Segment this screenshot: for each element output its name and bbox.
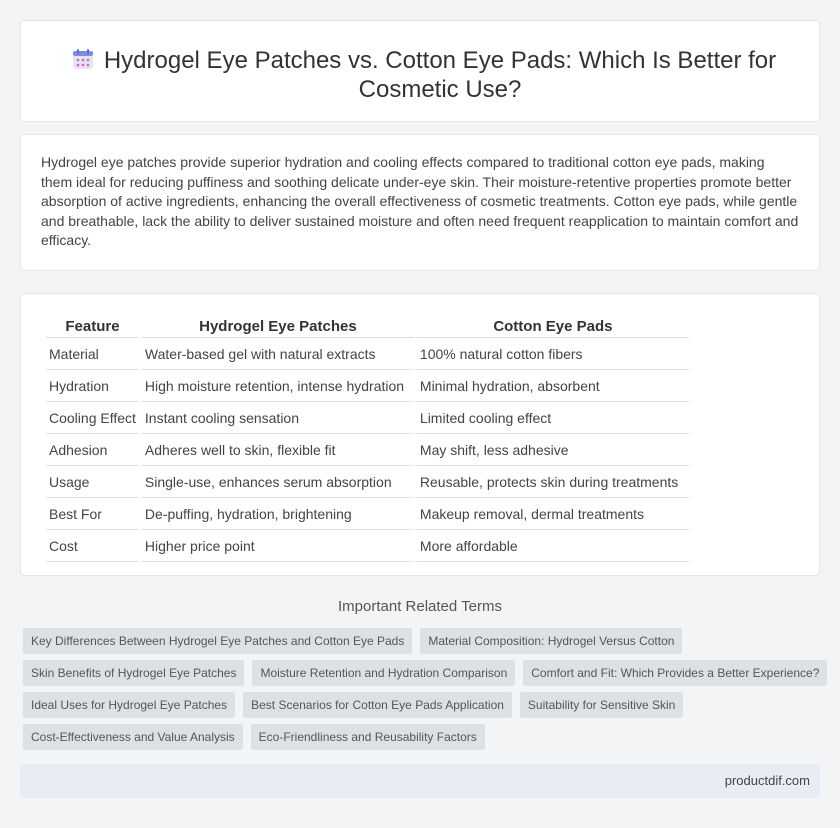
term-tag[interactable]: Material Composition: Hydrogel Versus Cotton (420, 628, 682, 654)
term-tag[interactable]: Key Differences Between Hydrogel Eye Patches and Cotton Eye Pads (23, 628, 412, 654)
table-header-row (46, 315, 689, 338)
feature-cell: Cost (46, 532, 139, 562)
page-title: Hydrogel Eye Patches vs. Cotton Eye Pads: Which Is Better for Cosmetic Use? (103, 47, 777, 103)
hydrogel-cell: Single-use, enhances serum absorption (142, 468, 414, 498)
feature-cell: Best For (46, 500, 139, 530)
intro-card (20, 134, 820, 271)
feature-cell: Material (46, 340, 139, 370)
table-row (46, 532, 689, 562)
related-terms-heading: Important Related Terms (338, 598, 502, 615)
cotton-cell: May shift, less adhesive (417, 436, 689, 466)
header-hydrogel: Hydrogel Eye Patches (142, 315, 414, 338)
term-tag[interactable]: Suitability for Sensitive Skin (520, 692, 683, 718)
related-terms-list (23, 628, 823, 756)
cotton-cell: 100% natural cotton fibers (417, 340, 689, 370)
term-tag[interactable]: Cost-Effectiveness and Value Analysis (23, 724, 243, 750)
table-row (46, 500, 689, 530)
cotton-cell: More affordable (417, 532, 689, 562)
hydrogel-cell: Instant cooling sensation (142, 404, 414, 434)
feature-cell: Hydration (46, 372, 139, 402)
table-row (46, 340, 689, 370)
header-cotton: Cotton Eye Pads (417, 315, 689, 338)
table-row (46, 468, 689, 498)
feature-cell: Usage (46, 468, 139, 498)
hydrogel-cell: Water-based gel with natural extracts (142, 340, 414, 370)
feature-cell: Adhesion (46, 436, 139, 466)
hydrogel-cell: De-puffing, hydration, brightening (142, 500, 414, 530)
term-tag[interactable]: Best Scenarios for Cotton Eye Pads Application (243, 692, 512, 718)
table-row (46, 436, 689, 466)
term-tag[interactable]: Skin Benefits of Hydrogel Eye Patches (23, 660, 244, 686)
hydrogel-cell: High moisture retention, intense hydration (142, 372, 414, 402)
comparison-table (43, 313, 692, 564)
comparison-card (20, 293, 820, 576)
hydrogel-cell: Adheres well to skin, flexible fit (142, 436, 414, 466)
hydrogel-cell: Higher price point (142, 532, 414, 562)
term-tag[interactable]: Ideal Uses for Hydrogel Eye Patches (23, 692, 235, 718)
title-card (20, 20, 820, 122)
header-feature: Feature (46, 315, 139, 338)
term-tag[interactable]: Eco-Friendliness and Reusability Factors (251, 724, 485, 750)
cotton-cell: Reusable, protects skin during treatments (417, 468, 689, 498)
footer (20, 764, 820, 798)
footer-site[interactable]: productdif.com (724, 773, 810, 788)
feature-cell: Cooling Effect (46, 404, 139, 434)
intro-paragraph: Hydrogel eye patches provide superior hydration and cooling effects compared to traditional cotton eye pads, making them ideal for reducing puffiness and soothing delicate under-eye skin. Their moisture-retentive properties promote better absorption of active ingredients, enhancing the overall effectiveness of cosmetic treatments. Cotton eye pads, while gentle and breathable, lack the ability to deliver sustained moisture and often need frequent reapplication to maintain comfort and efficacy. (41, 154, 799, 248)
cotton-cell: Minimal hydration, absorbent (417, 372, 689, 402)
table-row (46, 404, 689, 434)
term-tag[interactable]: Comfort and Fit: Which Provides a Better Experience? (523, 660, 827, 686)
cotton-cell: Limited cooling effect (417, 404, 689, 434)
cotton-cell: Makeup removal, dermal treatments (417, 500, 689, 530)
table-row (46, 372, 689, 402)
term-tag[interactable]: Moisture Retention and Hydration Comparison (252, 660, 515, 686)
